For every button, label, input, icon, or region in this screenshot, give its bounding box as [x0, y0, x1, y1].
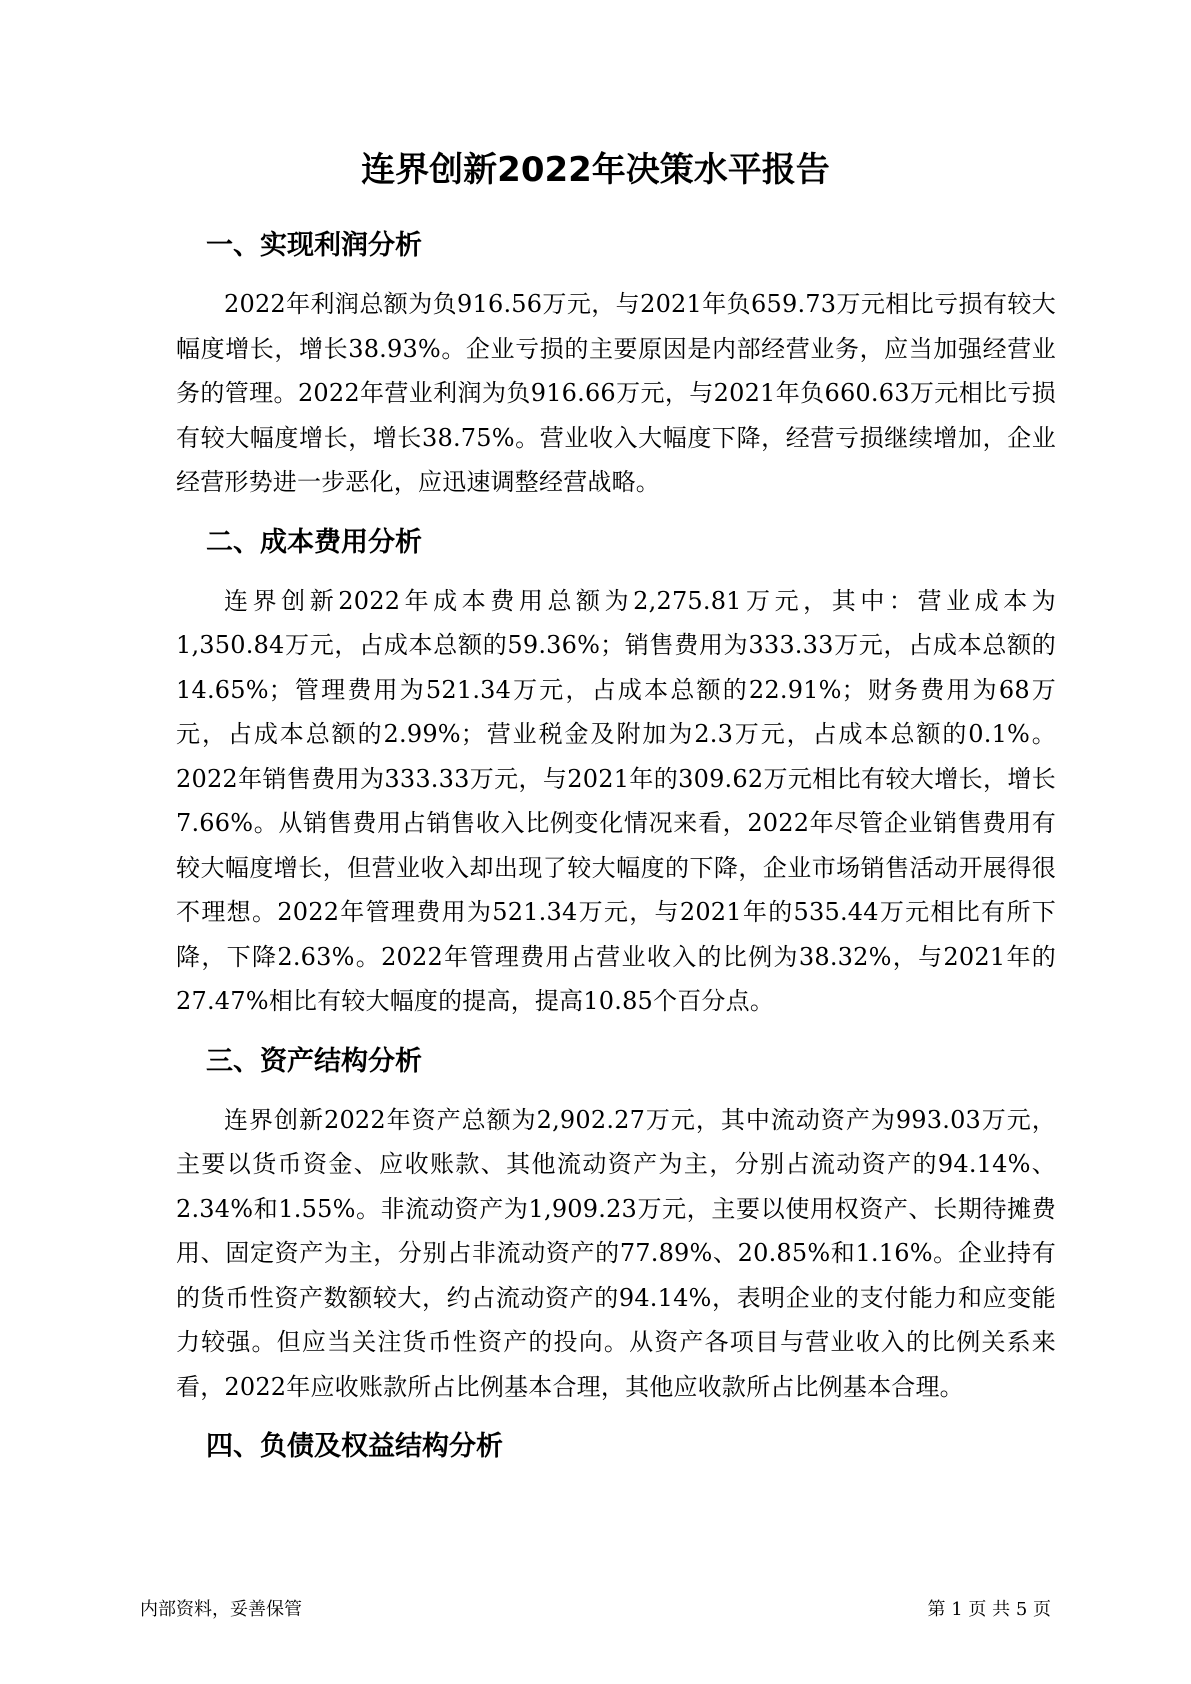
section-paragraph: 2022年利润总额为负916.56万元，与2021年负659.73万元相比亏损有较大幅度增长，增长38.93%。企业亏损的主要原因是内部经营业务，应当加强经营业务的管理。2022年营业利润为负916.66万元，与2021年负660.63万元相比亏损有较大幅度增长，增长38.75%。营业收入大幅度下降，经营亏损继续增加，企业经营形势进一步恶化，应迅速调整经营战略。	[176, 290, 1056, 496]
section-heading: 二、成本费用分析	[206, 526, 422, 558]
footer-confidential-note: 内部资料，妥善保管	[140, 1599, 302, 1620]
section-heading: 四、负债及权益结构分析	[206, 1431, 503, 1462]
section-cost-analysis	[176, 519, 1056, 1024]
footer-page-number: 第 1 页 共 5 页	[927, 1599, 1051, 1620]
section-paragraph: 连界创新2022年资产总额为2,902.27万元，其中流动资产为993.03万元，主要以货币资金、应收账款、其他流动资产为主，分别占流动资产的94.14%、2.34%和1.55%。非流动资产为1,909.23万元，主要以使用权资产、长期待摊费用、固定资产为主，分别占非流动资产的77.89%、20.85%和1.16%。企业持有的货币性资产数额较大，约占流动资产的94.14%，表明企业的支付能力和应变能力较强。但应当关注货币性资产的投向。从资产各项目与营业收入的比例关系来看，2022年应收账款所占比例基本合理，其他应收款所占比例基本合理。	[176, 1105, 1056, 1401]
section-heading: 三、资产结构分析	[206, 1045, 422, 1077]
section-asset-structure	[176, 1038, 1056, 1410]
document-body	[176, 222, 1056, 1483]
document-title: 连界创新2022年决策水平报告	[361, 150, 830, 190]
section-liability-equity	[176, 1423, 1056, 1471]
section-heading: 一、实现利润分析	[206, 230, 422, 261]
section-paragraph: 连界创新2022年成本费用总额为2,275.81万元，其中：营业成本为1,350.84万元，占成本总额的59.36%；销售费用为333.33万元，占成本总额的14.65%；管理费用为521.34万元，占成本总额的22.91%；财务费用为68万元，占成本总额的2.99%；营业税金及附加为2.3万元，占成本总额的0.1%。2022年销售费用为333.33万元，与2021年的309.62万元相比有较大增长，增长7.66%。从销售费用占销售收入比例变化情况来看，2022年尽管企业销售费用有较大幅度增长，但营业收入却出现了较大幅度的下降，企业市场销售活动开展得很不理想。2022年管理费用为521.34万元，与2021年的535.44万元相比有所下降，下降2.63%。2022年管理费用占营业收入的比例为38.32%，与2021年的27.47%相比有较大幅度的提高，提高10.85个百分点。	[176, 586, 1056, 1015]
section-profit-analysis	[176, 222, 1056, 505]
